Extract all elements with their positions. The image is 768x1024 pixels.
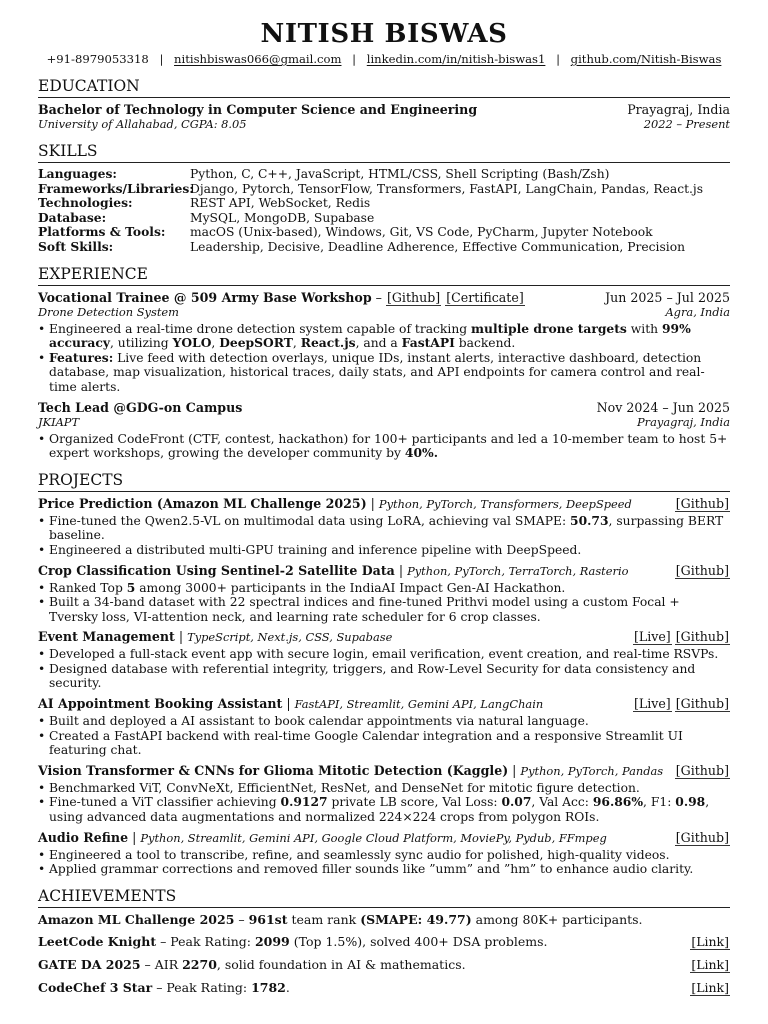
university: University of Allahabad, CGPA: 8.05 [38,117,247,131]
github-link[interactable]: [Github] [675,829,729,845]
list-item: • Fine-tuned a ViT classifier achieving 0.9127 private LB score, Val Loss: 0.07, Val Acc: 96.86%, F1: 0.98, using advanced data augmentations and normalized 224×224 crops from polygon ROIs. [49,795,730,824]
list-item: • Applied grammar corrections and removed filler sounds like ”umm” and ”hm” to enhance audio clarity. [49,862,730,877]
github-link[interactable]: [Github] [386,289,441,305]
job-title: Vocational Trainee @ 509 Army Base Workshop [38,289,372,305]
section-heading-experience: EXPERIENCE [38,265,730,286]
section-heading-education: EDUCATION [38,77,730,98]
candidate-name: NITISH BISWAS [260,19,508,49]
education-location: Prayagraj, India [627,102,730,117]
project-tech: TypeScript, Next.js, CSS, Supabase [187,630,393,645]
project-title: Crop Classification Using Sentinel-2 Satellite Data [38,562,395,578]
list-item: • Built a 34-band dataset with 22 spectral indices and fine-tuned Prithvi model using a custom Focal + Tversky loss, VI-attention neck, and learning rate scheduler for 6 crop classes. [49,595,730,624]
list-item: • Engineered a tool to transcribe, refine, and seamlessly sync audio for polished, high-quality videos. [49,848,730,863]
skill-label: Technologies: [38,195,133,211]
education-dates: 2022 – Present [643,117,730,131]
job-location: Prayagraj, India [637,414,730,429]
list-item: • Fine-tuned the Qwen2.5-VL on multimodal data using LoRA, achieving val SMAPE: 50.73, surpassing BERT baseline. [49,514,730,543]
job-dates: Nov 2024 – Jun 2025 [596,399,730,415]
github-link[interactable]: [Github] [675,495,729,511]
experience-entry [38,290,730,395]
dash: – [371,289,386,305]
achievement-item: GATE DA 2025 – AIR 2270, solid foundation in AI & mathematics. [Link] [38,956,729,972]
job-location: Agra, India [665,304,730,319]
separator: | [352,52,357,66]
achievement-link[interactable]: [Link] [691,956,729,972]
phone-number: +91-8979053318 [46,52,149,66]
skill-value: REST API, WebSocket, Redis [190,196,371,211]
project-tech: Python, PyTorch, TerraTorch, Rasterio [407,563,629,578]
linkedin-link[interactable]: linkedin.com/in/nitish-biswas1 [366,52,546,66]
skill-label: Frameworks/Libraries: [38,180,194,196]
job-subtitle: Drone Detection System [38,304,179,319]
list-item: • Designed database with referential integrity, triggers, and Row-Level Security for data consistency and security. [49,662,730,691]
project-title: Vision Transformer & CNNs for Glioma Mitotic Detection (Kaggle) [38,762,509,778]
github-link[interactable]: [Github] [675,696,729,712]
achievement-item: LeetCode Knight – Peak Rating: 2099 (Top 1.5%), solved 400+ DSA problems. [Link] [38,933,729,949]
experience-entry [38,400,730,461]
skill-label: Languages: [38,166,117,181]
project-title: AI Appointment Booking Assistant [38,696,283,712]
project-entry: Audio Refine | Python, Streamlit, Gemini API, Google Cloud Platform, MoviePy, Pydub, FFmpeg [Github] • Engineered a tool to transcribe, refine, and seamlessly sync audio for polished, high-quality videos. • Applied grammar corrections and removed filler sounds like ”umm” and ”hm” to enhance audio clarity. [38,830,730,877]
project-tech: Python, Streamlit, Gemini API, Google Cloud Platform, MoviePy, Pydub, FFmpeg [140,830,607,845]
project-tech: Python, PyTorch, Pandas [520,763,664,778]
contact-line [38,52,730,67]
skill-value: Django, Pytorch, TensorFlow, Transformers, FastAPI, LangChain, Pandas, React.js [190,181,704,196]
list-item: • Created a FastAPI backend with real-time Google Calendar integration and a responsive Streamlit UI featuring chat. [49,729,730,758]
project-entry: Price Prediction (Amazon ML Challenge 2025) | Python, PyTorch, Transformers, DeepSpeed [Github] • Fine-tuned the Qwen2.5-VL on multimodal data using LoRA, achieving val SMAPE: 50.73, surpassing BERT baseline. • Engineered a distributed multi-GPU training and inference pipeline with DeepSpeed. [38,496,730,558]
project-entry: Vision Transformer & CNNs for Glioma Mitotic Detection (Kaggle) | Python, PyTorch, Pandas [Github] • Benchmarked ViT, ConvNeXt, EfficientNet, ResNet, and DenseNet for mitotic figure detection. • Fine-tuned a ViT classifier achieving 0.9127 private LB score, Val Loss: 0.07, Val Acc: 96.86%, F1: 0.98, using advanced data augmentations and normalized 224×224 crops from polygon ROIs. [38,763,730,825]
job-dates: Jun 2025 – Jul 2025 [605,289,730,305]
skill-label: Database: [38,209,107,225]
achievement-item: Amazon ML Challenge 2025 – 961st team rank (SMAPE: 49.77) among 80K+ participants. [38,911,643,927]
separator: | [159,52,164,66]
separator: | [556,52,560,66]
skill-label: Soft Skills: [38,238,114,254]
section-heading-achievements: ACHIEVEMENTS [38,887,730,908]
resume-page [38,18,730,1003]
github-link[interactable]: [Github] [675,762,729,778]
education-entry [38,102,730,132]
github-link[interactable]: [Github] [675,562,729,578]
github-link[interactable]: github.com/Nitish-Biswas [570,52,722,66]
section-heading-projects: PROJECTS [38,471,730,492]
github-link[interactable]: [Github] [675,629,729,645]
project-tech: Python, PyTorch, Transformers, DeepSpeed [378,496,632,511]
list-item: • Engineered a distributed multi-GPU training and inference pipeline with DeepSpeed. [49,543,730,558]
project-entry: Event Management | TypeScript, Next.js, CSS, Supabase [Live] [Github] • Developed a full-stack event app with secure login, email verification, event creation, and real-time RSVPs. • Designed database with referential integrity, triggers, and Row-Level Security for data consistency and security. [38,629,730,691]
project-entry: Crop Classification Using Sentinel-2 Satellite Data | Python, PyTorch, TerraTorch, Rasterio [Github] • Ranked Top 5 among 3000+ participants in the IndiaAI Impact Gen-AI Hackathon. • Built a 34-band dataset with 22 spectral indices and fine-tuned Prithvi model using a custom Focal + Tversky loss, VI-attention neck, and learning rate scheduler for 6 crop classes. [38,563,730,625]
project-title: Event Management [38,629,175,645]
email-link[interactable]: nitishbiswas066@gmail.com [174,52,342,66]
project-title: Audio Refine [38,829,129,845]
list-item: • Ranked Top 5 among 3000+ participants in the IndiaAI Impact Gen-AI Hackathon. [49,581,730,596]
skill-value: Leadership, Decisive, Deadline Adherence, Effective Communication, Precision [190,239,686,254]
achievement-item: CodeChef 3 Star – Peak Rating: 1782. [Link] [38,979,729,995]
list-item: • Engineered a real-time drone detection system capable of tracking multiple drone targets with 99% accuracy, utilizing YOLO, DeepSORT, React.js, and a FastAPI backend. [49,322,730,351]
list-item: • Built and deployed a AI assistant to book calendar appointments via natural language. [49,714,730,729]
skill-value: Python, C, C++, JavaScript, HTML/CSS, Shell Scripting (Bash/Zsh) [190,167,610,181]
project-entry: AI Appointment Booking Assistant | FastAPI, Streamlit, Gemini API, LangChain [Live] [Github] • Built and deployed a AI assistant to book calendar appointments via natural language. • Created a FastAPI backend with real-time Google Calendar integration and a responsive Streamlit UI featuring chat. [38,696,730,758]
achievement-link[interactable]: [Link] [691,933,729,949]
live-link[interactable]: [Live] [633,629,671,645]
job-subtitle: JKIAPT [38,414,80,429]
skills-list [38,167,730,255]
degree: Bachelor of Technology in Computer Science and Engineering [38,102,478,117]
project-title: Price Prediction (Amazon ML Challenge 2025) [38,495,367,511]
project-tech: FastAPI, Streamlit, Gemini API, LangChain [294,697,544,712]
list-item: • Features: Live feed with detection overlays, unique IDs, instant alerts, interactive dashboard, detection database, map visualization, historical traces, daily stats, and API endpoints for camera control and real-time alerts. [49,351,730,395]
list-item: • Organized CodeFront (CTF, contest, hackathon) for 100+ participants and led a 10-member team to host 5+ expert workshops, growing the developer community by 40%. [49,432,730,461]
live-link[interactable]: [Live] [633,696,671,712]
skill-value: macOS (Unix-based), Windows, Git, VS Code, PyCharm, Jupyter Notebook [190,225,653,240]
skill-value: MySQL, MongoDB, Supabase [190,210,375,225]
job-title: Tech Lead @GDG-on Campus [38,399,243,415]
list-item: • Developed a full-stack event app with secure login, email verification, event creation, and real-time RSVPs. [49,647,730,662]
achievement-link[interactable]: [Link] [691,979,729,995]
skill-label: Platforms & Tools: [38,224,166,240]
certificate-link[interactable]: [Certificate] [446,289,524,305]
section-heading-skills: SKILLS [38,142,730,163]
list-item: • Benchmarked ViT, ConvNeXt, EfficientNet, ResNet, and DenseNet for mitotic figure detection. [49,781,730,796]
